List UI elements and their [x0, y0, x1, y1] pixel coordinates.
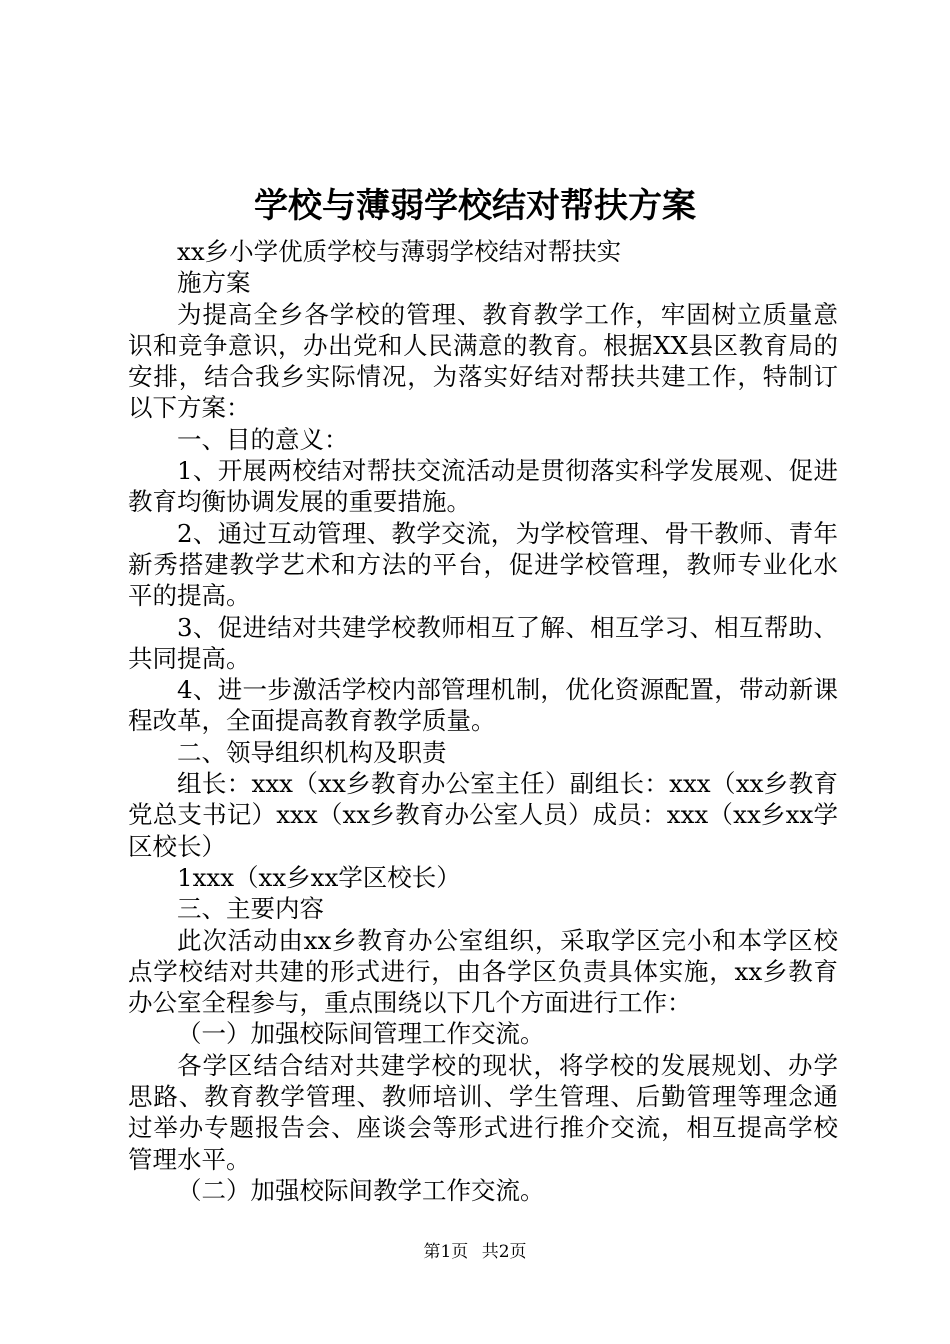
paragraph-main-content: 此次活动由xx乡教育办公室组织，采取学区完小和本学区校点学校结对共建的形式进行，由各学区负责具体实施，xx乡教育办公室全程参与，重点围绕以下几个方面进行工作： [128, 925, 838, 1018]
page-total: 共2页 [481, 1242, 527, 1262]
document-body [128, 236, 838, 1206]
paragraph-purpose-2: 2、通过互动管理、教学交流，为学校管理、骨干教师、青年新秀搭建教学艺术和方法的平台，促进学校管理，教师专业化水平的提高。 [128, 518, 838, 611]
heading-teaching-exchange: （二）加强校际间教学工作交流。 [177, 1175, 545, 1205]
paragraph-subtitle-line1: xx乡小学优质学校与薄弱学校结对帮扶实 [177, 237, 622, 266]
paragraph-intro: 为提高全乡各学校的管理、教育教学工作，牢固树立质量意识和竞争意识，办出党和人民满意的教育。根据XX县区教育局的安排，结合我乡实际情况，为落实好结对帮扶共建工作，特制订以下方案： [128, 299, 838, 423]
heading-purpose: 一、目的意义： [177, 424, 349, 454]
paragraph-subtitle-line2: 施方案 [177, 268, 251, 298]
paragraph-management-exchange: 各学区结合结对共建学校的现状，将学校的发展规划、办学思路、教育教学管理、教师培训、学生管理、后勤管理等理念通过举办专题报告会、座谈会等形式进行推介交流，相互提高学校管理水平。 [128, 1050, 838, 1174]
heading-management-exchange: （一）加强校际间管理工作交流。 [177, 1019, 545, 1049]
paragraph-organization-members: 组长：xxx（xx乡教育办公室主任）副组长：xxx（xx乡教育党总支书记）xxx（xx乡教育办公室人员）成员：xxx（xx乡xx学区校长） [128, 769, 838, 861]
paragraph-purpose-1: 1、开展两校结对帮扶交流活动是贯彻落实科学发展观、促进教育均衡协调发展的重要措施。 [128, 456, 838, 517]
paragraph-purpose-3: 3、促进结对共建学校教师相互了解、相互学习、相互帮助、共同提高。 [128, 612, 838, 673]
paragraph-purpose-4: 4、进一步激活学校内部管理机制，优化资源配置，带动新课程改革，全面提高教育教学质量。 [128, 675, 838, 736]
page-footer [0, 1241, 950, 1263]
heading-organization: 二、领导组织机构及职责 [177, 737, 447, 767]
paragraph-organization-member-2: 1xxx（xx乡xx学区校长） [177, 862, 461, 892]
page-number: 第1页 [423, 1242, 469, 1262]
document-title: 学校与薄弱学校结对帮扶方案 [254, 186, 696, 226]
heading-main-content: 三、主要内容 [177, 894, 324, 924]
